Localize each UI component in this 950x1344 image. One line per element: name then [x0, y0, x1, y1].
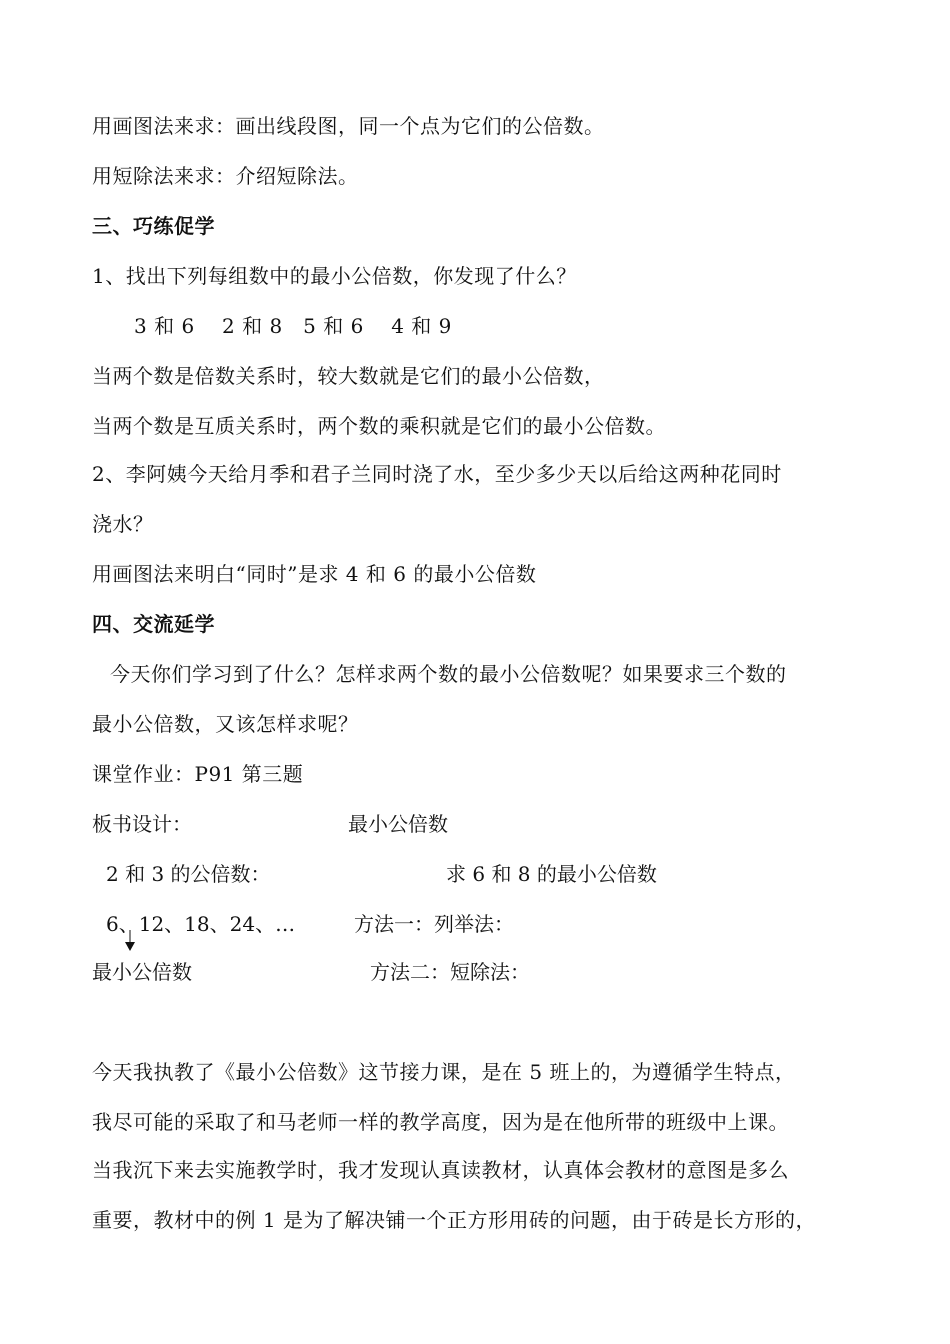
paragraph: 当两个数是倍数关系时，较大数就是它们的最小公倍数，	[92, 364, 605, 388]
paragraph: 1、找出下列每组数中的最小公倍数，你发现了什么？	[92, 264, 577, 288]
multiples-label: 2 和 3 的公倍数：	[106, 862, 271, 886]
number-pairs: 3 和 6 2 和 8 5 和 6 4 和 9	[134, 314, 452, 338]
paragraph: 用短除法来求：介绍短除法。	[92, 164, 359, 188]
board-label: 板书设计：	[92, 812, 192, 836]
lcm-label: 最小公倍数	[92, 960, 192, 984]
paragraph: 最小公倍数，又该怎样求呢？	[92, 712, 359, 736]
multiples-sequence: 6、12、18、24、…	[106, 912, 296, 936]
reflection-line: 当我沉下来去实施教学时，我才发现认真读教材，认真体会教材的意图是多么	[92, 1158, 789, 1182]
paragraph: 今天你们学习到了什么？怎样求两个数的最小公倍数呢？如果要求三个数的	[110, 662, 787, 686]
paragraph: 用画图法来明白“同时”是求 4 和 6 的最小公倍数	[92, 562, 537, 586]
paragraph: 课堂作业：P91 第三题	[92, 762, 304, 786]
paragraph: 当两个数是互质关系时，两个数的乘积就是它们的最小公倍数。	[92, 414, 666, 438]
section-heading: 三、巧练促学	[92, 214, 215, 238]
paragraph: 浇水？	[92, 512, 154, 536]
board-task: 求 6 和 8 的最小公倍数	[446, 862, 657, 886]
paragraph: 用画图法来求：画出线段图，同一个点为它们的公倍数。	[92, 114, 605, 138]
board-title: 最小公倍数	[348, 812, 448, 836]
section-heading: 四、交流延学	[92, 612, 215, 636]
reflection-line: 今天我执教了《最小公倍数》这节接力课，是在 5 班上的，为遵循学生特点，	[92, 1060, 796, 1084]
reflection-line: 重要，教材中的例 1 是为了解决铺一个正方形用砖的问题，由于砖是长方形的，	[92, 1208, 816, 1232]
method-one: 方法一：列举法：	[354, 912, 514, 936]
down-arrow-icon	[124, 930, 136, 952]
reflection-line: 我尽可能的采取了和马老师一样的教学高度，因为是在他所带的班级中上课。	[92, 1110, 789, 1134]
method-two: 方法二：短除法：	[370, 960, 530, 984]
paragraph: 2、李阿姨今天给月季和君子兰同时浇了水，至少多少天以后给这两种花同时	[92, 462, 782, 486]
